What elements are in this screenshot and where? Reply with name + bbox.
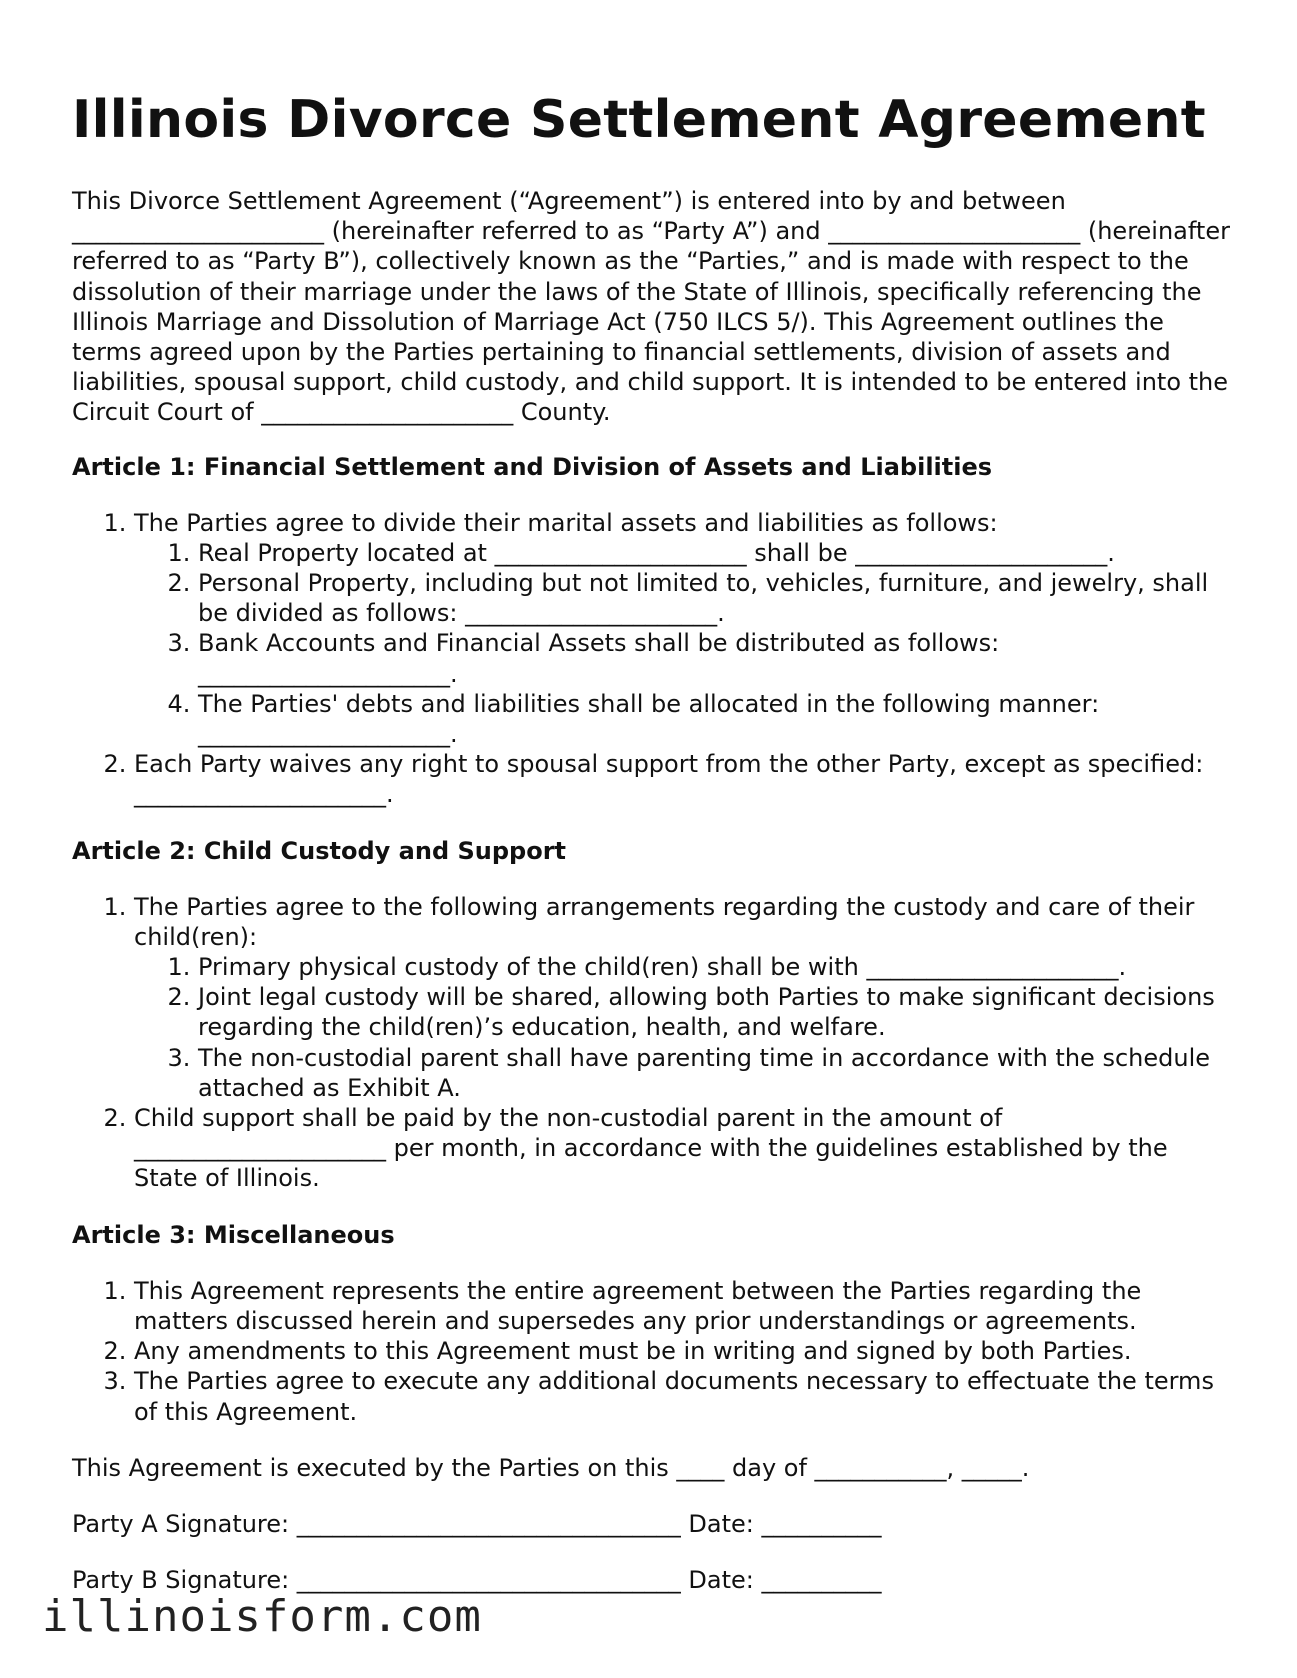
list-item: 2. Any amendments to this Agreement must be in writing and signed by both Parties.	[134, 1336, 1232, 1366]
article-2-heading: Article 2: Child Custody and Support	[72, 836, 567, 865]
list-item: 3. Bank Accounts and Financial Assets shall be distributed as follows: _____________________.	[198, 628, 1232, 688]
article-2	[72, 836, 1232, 1194]
list-item: 2. Personal Property, including but not limited to, vehicles, furniture, and jewelry, shall be divided as follows: _____________________.	[198, 568, 1232, 628]
article-2-sublist	[134, 952, 1232, 1103]
watermark-logo: illinoisform.com	[42, 1591, 482, 1642]
article-3-heading: Article 3: Miscellaneous	[72, 1220, 395, 1249]
execution-statement: This Agreement is executed by the Parties on this ____ day of ___________, _____.	[72, 1453, 1030, 1482]
article-1-sublist	[134, 538, 1232, 749]
party-b-signature-line: Party B Signature: ________________________________ Date: __________	[72, 1566, 882, 1595]
list-item: 4. The Parties' debts and liabilities shall be allocated in the following manner: _____________________.	[198, 689, 1232, 749]
list-item: 1. Real Property located at _____________________ shall be _____________________.	[198, 538, 1232, 568]
article-1-item-1-text: The Parties agree to divide their marital assets and liabilities as follows:	[134, 508, 998, 537]
article-1-list	[72, 508, 1232, 810]
list-item	[134, 892, 1232, 1103]
list-item: 3. The non-custodial parent shall have parenting time in accordance with the schedule attached as Exhibit A.	[198, 1043, 1232, 1103]
list-item: 1. This Agreement represents the entire agreement between the Parties regarding the matters discussed herein and supersedes any prior understandings or agreements.	[134, 1276, 1232, 1336]
article-2-item-1-text: The Parties agree to the following arrangements regarding the custody and care of their child(ren):	[134, 892, 1195, 951]
article-2-list	[72, 892, 1232, 1194]
document-title: Illinois Divorce Settlement Agreement	[72, 90, 1206, 150]
article-1-heading: Article 1: Financial Settlement and Division of Assets and Liabilities	[72, 452, 993, 481]
party-a-signature-line: Party A Signature: ________________________________ Date: __________	[72, 1509, 882, 1538]
list-item: 2. Child support shall be paid by the non-custodial parent in the amount of _____________________ per month, in accordance with the guidelines established by the State of Illinois.	[134, 1103, 1232, 1194]
intro-paragraph: This Divorce Settlement Agreement (“Agreement”) is entered into by and between _____________________ (hereinafter referred to as “Party A”) and _____________________ (hereinafter referred to as “Party B”), collectively known as the “Parties,” and is made with respect to the dissolution of their marriage under the laws of the State of Illinois, specifically referencing the Illinois Marriage and Dissolution of Marriage Act (750 ILCS 5/). This Agreement outlines the terms agreed upon by the Parties pertaining to financial settlements, division of assets and liabilities, spousal support, child custody, and child support. It is intended to be entered into the Circuit Court of _____________________ County.	[72, 187, 1230, 427]
list-item: 1. Primary physical custody of the child(ren) shall be with _____________________.	[198, 952, 1232, 982]
article-3	[72, 1220, 1232, 1427]
list-item: 2. Each Party waives any right to spousal support from the other Party, except as specified: _____________________.	[134, 749, 1232, 809]
list-item: 3. The Parties agree to execute any additional documents necessary to effectuate the terms of this Agreement.	[134, 1366, 1232, 1426]
list-item: 2. Joint legal custody will be shared, allowing both Parties to make significant decisions regarding the child(ren)’s education, health, and welfare.	[198, 982, 1232, 1042]
document-page	[72, 90, 1232, 1595]
article-3-list	[72, 1276, 1232, 1427]
article-1	[72, 452, 1232, 810]
list-item	[134, 508, 1232, 750]
